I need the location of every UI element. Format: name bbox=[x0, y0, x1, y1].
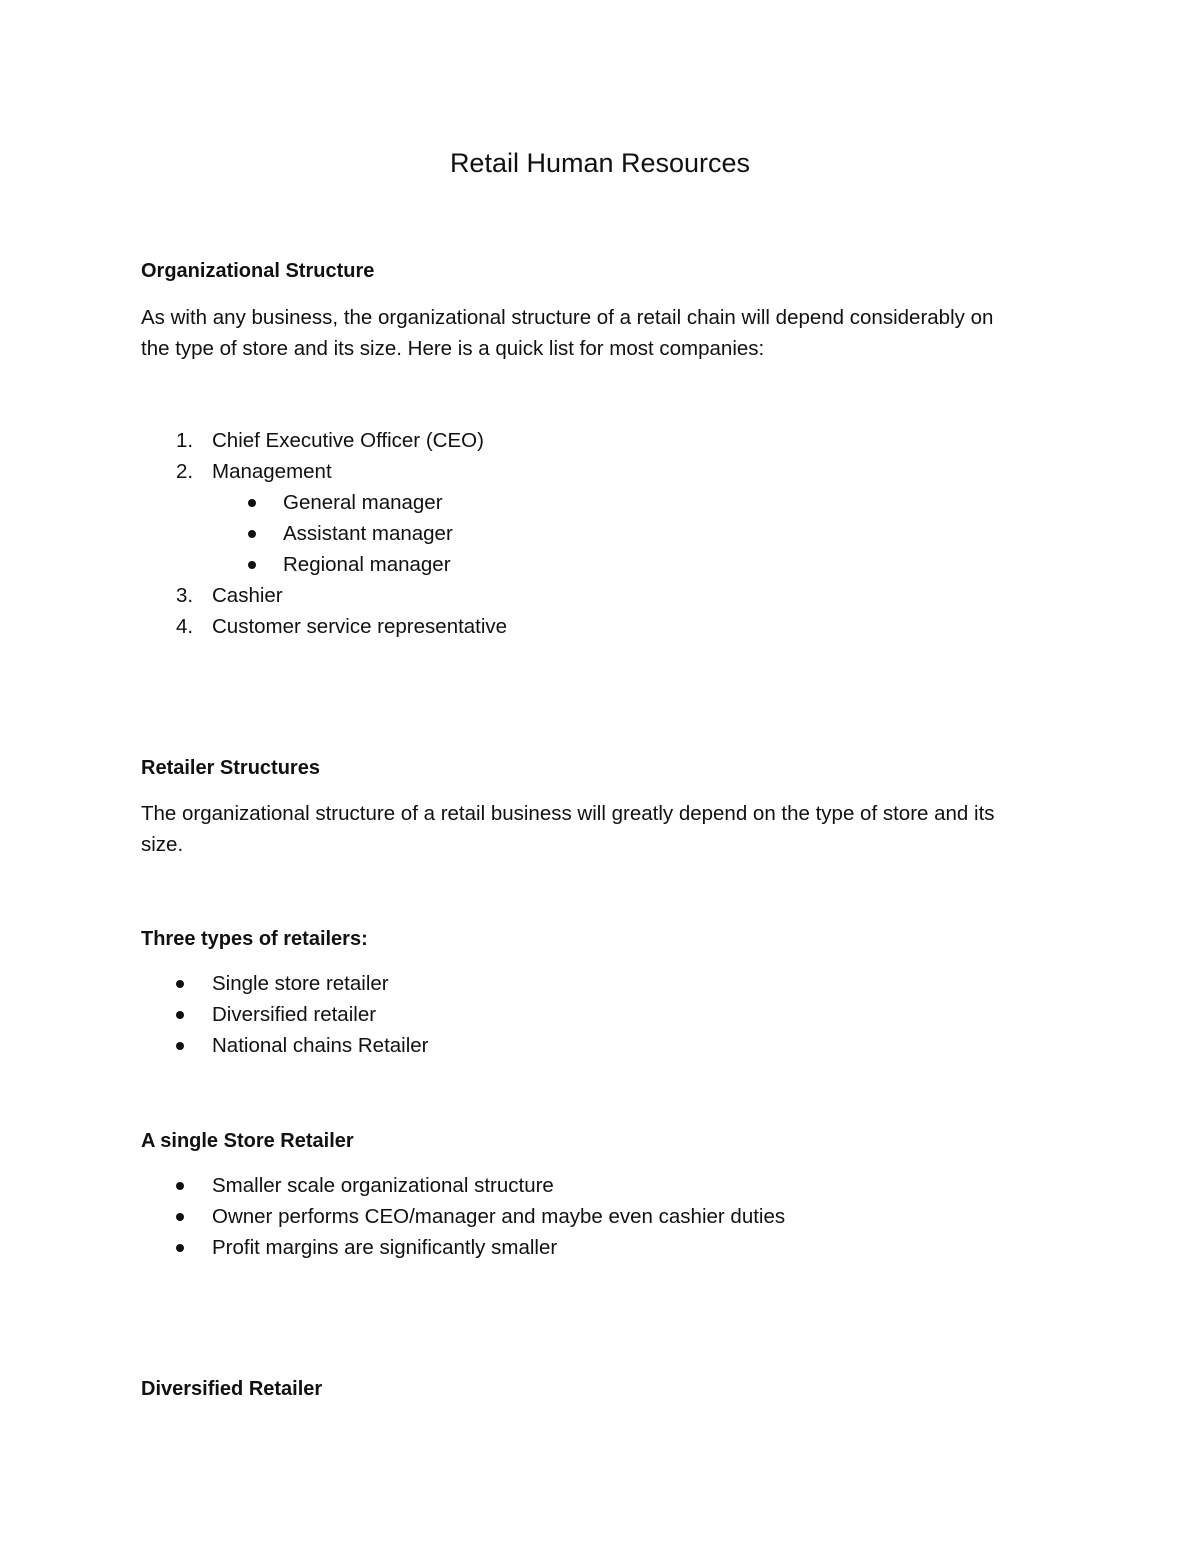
document-title: Retail Human Resources bbox=[449, 148, 751, 178]
bullet-text: Smaller scale organizational structure bbox=[212, 1174, 554, 1197]
heading-single-store-retailer: A single Store Retailer bbox=[141, 1130, 354, 1152]
paragraph-line: the type of store and its size. Here is a quick list for most companies: bbox=[141, 337, 765, 360]
paragraph-line: As with any business, the organizational structure of a retail chain will depend considerably on bbox=[141, 306, 994, 329]
paragraph-line: The organizational structure of a retail business will greatly depend on the type of store and its bbox=[141, 802, 995, 825]
bullet-icon bbox=[176, 1042, 184, 1050]
bullet-icon bbox=[248, 499, 256, 507]
list-number: 3. bbox=[176, 584, 194, 607]
bullet-icon bbox=[176, 1182, 184, 1190]
bullet-icon bbox=[176, 1213, 184, 1221]
bullet-icon bbox=[248, 530, 256, 538]
bullet-text: Diversified retailer bbox=[212, 1003, 377, 1026]
bullet-icon bbox=[176, 1244, 184, 1252]
list-text: Chief Executive Officer (CEO) bbox=[212, 429, 484, 452]
sub-list-text: Assistant manager bbox=[283, 522, 453, 545]
list-text: Customer service representative bbox=[212, 615, 508, 638]
paragraph-retailer-structures bbox=[141, 798, 1071, 860]
list-text: Management bbox=[212, 460, 332, 483]
paragraph-organizational-structure bbox=[141, 302, 1071, 364]
bullet-text: Single store retailer bbox=[212, 972, 389, 995]
heading-organizational-structure: Organizational Structure bbox=[141, 260, 375, 282]
list-number: 1. bbox=[176, 429, 194, 452]
heading-diversified-retailer: Diversified Retailer bbox=[141, 1378, 323, 1400]
list-text: Cashier bbox=[212, 584, 283, 607]
bullet-text: Profit margins are significantly smaller bbox=[212, 1236, 558, 1259]
sub-list-text: General manager bbox=[283, 491, 443, 514]
bullet-text: Owner performs CEO/manager and maybe even cashier duties bbox=[212, 1205, 786, 1228]
bullet-icon bbox=[176, 980, 184, 988]
bullet-icon bbox=[248, 561, 256, 569]
bullet-text: National chains Retailer bbox=[212, 1034, 429, 1057]
paragraph-line: size. bbox=[141, 833, 184, 856]
heading-retailer-structures: Retailer Structures bbox=[141, 757, 320, 779]
sub-list-text: Regional manager bbox=[283, 553, 451, 576]
heading-three-types: Three types of retailers: bbox=[141, 928, 368, 950]
bullet-icon bbox=[176, 1011, 184, 1019]
list-number: 2. bbox=[176, 460, 194, 483]
list-number: 4. bbox=[176, 615, 194, 638]
